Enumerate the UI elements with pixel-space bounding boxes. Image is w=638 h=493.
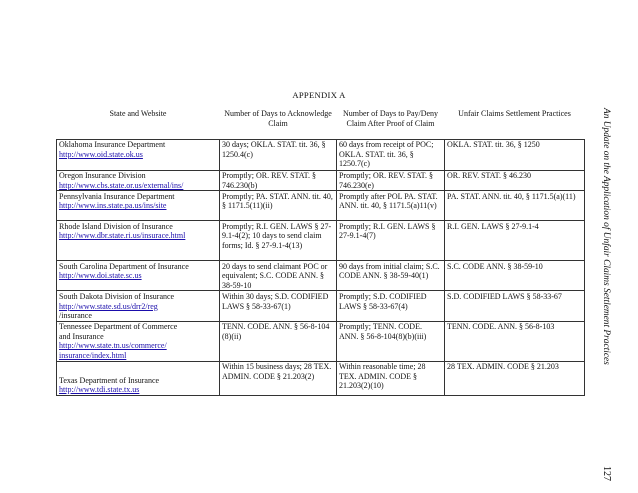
table-row	[57, 291, 585, 321]
state-cell	[57, 361, 220, 395]
state-website-link[interactable]: http://www.tdi.state.tx.us	[59, 385, 140, 395]
ucsp-cell: S.C. CODE ANN. § 38-59-10	[445, 261, 585, 291]
state-cell	[57, 221, 220, 261]
running-head-text: An Update on the Application of Unfair Claims Settlement Practices	[601, 108, 611, 365]
acknowledge-cell: TENN. CODE. ANN. § 56-8-104 (8)(ii)	[220, 321, 337, 361]
state-website-link[interactable]: http://www.state.tn.us/commerce/	[59, 341, 167, 351]
state-name: Oklahoma Insurance Department	[59, 140, 166, 149]
state-name: Pennsylvania Insurance Department	[59, 191, 175, 201]
ucsp-cell: PA. STAT. ANN. tit. 40, § 1171.5(a)(11)	[445, 191, 585, 221]
ucsp-cell: 28 TEX. ADMIN. CODE § 21.203	[445, 361, 585, 395]
state-name: Tennessee Department of Commerce	[59, 322, 178, 332]
acknowledge-cell: Promptly; OR. REV. STAT. § 746.230(b)	[220, 170, 337, 191]
acknowledge-cell: Within 30 days; S.D. CODIFIED LAWS § 58-33-67(1)	[220, 291, 337, 321]
state-name: South Dakota Division of Insurance	[59, 291, 175, 301]
pay-deny-cell: Promptly after POL PA. STAT. ANN. tit. 40, § 1171.5(a)11(v)	[337, 191, 445, 221]
state-cell	[57, 291, 220, 321]
state-name: Texas Department of Insurance	[59, 375, 160, 385]
table-row	[57, 191, 585, 221]
ucsp-cell: S.D. CODIFIED LAWS § 58-33-67	[445, 291, 585, 321]
acknowledge-cell: Within 15 business days; 28 TEX. ADMIN. CODE § 21.203(2)	[220, 361, 337, 395]
table-row	[57, 221, 585, 261]
acknowledge-cell: 20 days to send claimant POC or equivalent; S.C. CODE ANN. § 38-59-10	[220, 261, 337, 291]
state-website-link[interactable]: http://www.oid.state.ok.us	[59, 149, 143, 159]
page-number-text: 127	[600, 466, 612, 481]
pay-deny-cell: Promptly; OR. REV. STAT. § 746.230(e)	[337, 170, 445, 191]
pay-deny-cell: Promptly; S.D. CODIFIED LAWS § 58-33-67(4)	[337, 291, 445, 321]
pay-deny-cell: 90 days from initial claim; S.C. CODE ANN. § 38-59-40(1)	[337, 261, 445, 291]
pay-deny-cell: Promptly; R.I. GEN. LAWS § 27-9.1-4(7)	[337, 221, 445, 261]
pay-deny-cell: Within reasonable time; 28 TEX. ADMIN. CODE § 21.203(2)(10)	[337, 361, 445, 395]
header-days-acknowledge: Number of Days to Acknowledge Claim	[224, 109, 332, 128]
table-row	[57, 170, 585, 191]
state-cell	[57, 321, 220, 361]
header-days-pay-deny: Number of Days to Pay/Deny Claim After Proof of Claim	[342, 109, 439, 128]
state-website-link[interactable]: http://www.doi.state.sc.us	[59, 271, 142, 281]
ucsp-cell: OR. REV. STAT. § 46.230	[445, 170, 585, 191]
appendix-table	[56, 107, 585, 396]
state-website-link[interactable]: http://www.state.sd.us/drr2/reg	[59, 301, 158, 311]
page-number	[594, 468, 618, 479]
state-website-path: /insurance	[59, 311, 92, 321]
state-name: Rhode Island Division of Insurance	[59, 221, 173, 231]
acknowledge-cell: Promptly; R.I. GEN. LAWS § 27-9.1-4(2); 10 days to send claim forms; Id. § 27-9.1-4(13)	[220, 221, 337, 261]
ucsp-cell: TENN. CODE. ANN. § 56-8-103	[445, 321, 585, 361]
pay-deny-cell: Promptly; TENN. CODE. ANN. § 56-8-104(8)(b)(iii)	[337, 321, 445, 361]
pay-deny-cell: 60 days from receipt of POC; OKLA. STAT. tit. 36, § 1250.7(c)	[337, 139, 445, 170]
table-row	[57, 361, 585, 395]
state-cell	[57, 139, 220, 170]
ucsp-cell: R.I. GEN. LAWS § 27-9.1-4	[445, 221, 585, 261]
state-cell	[57, 261, 220, 291]
state-name: Oregon Insurance Division	[59, 171, 146, 180]
appendix-title: APPENDIX A	[292, 90, 346, 100]
table-header-row	[57, 107, 585, 139]
acknowledge-cell: 30 days; OKLA. STAT. tit. 36, § 1250.4(c)	[220, 139, 337, 170]
ucsp-cell: OKLA. STAT. tit. 36, § 1250	[445, 139, 585, 170]
table-row	[57, 261, 585, 291]
state-cell	[57, 191, 220, 221]
header-ucsp: Unfair Claims Settlement Practices	[458, 109, 571, 118]
state-website-link[interactable]: http://www.ins.state.pa.us/ins/site	[59, 201, 167, 211]
state-cell	[57, 170, 220, 191]
table-row	[57, 139, 585, 170]
state-name: South Carolina Department of Insurance	[59, 261, 189, 271]
table-row	[57, 321, 585, 361]
header-state-website: State and Website	[109, 109, 167, 118]
state-website-link[interactable]: http://www.dbr.state.ri.us/insurace.html	[59, 231, 186, 241]
acknowledge-cell: Promptly; PA. STAT. ANN. tit. 40, § 1171.5(11)(ii)	[220, 191, 337, 221]
state-name-continued: and Insurance	[59, 331, 104, 341]
state-website-link[interactable]: http://www.cbs.state.or.us/external/ins/	[59, 180, 184, 190]
state-website-link-continued[interactable]: insurance/index.html	[59, 351, 127, 361]
running-head	[594, 108, 618, 468]
